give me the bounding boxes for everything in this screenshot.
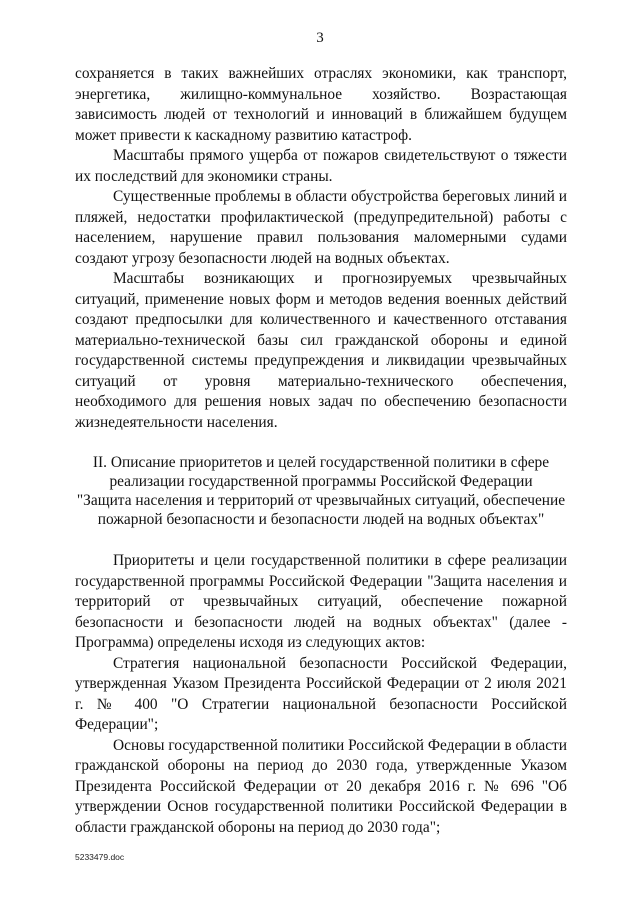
section-heading-line: "Защита населения и территорий от чрезвычайных ситуаций, обеспечение <box>76 492 566 509</box>
paragraph-emergency-scale: Масштабы возникающих и прогнозируемых чрезвычайных ситуаций, применение новых форм и методов ведения военных действий создают предпосылки для количественного и качественного отставания материально-технической базы сил гражданской обороны и единой государственной системы предупреждения и ликвидации чрезвычайных ситуаций от уровня материально-технического обеспечения, необходимого для решения новых задач по обеспечению безопасности жизнедеятельности населения. <box>75 270 567 431</box>
paragraph-national-security-strategy: Стратегия национальной безопасности Российской Федерации, утвержденная Указом Президента Российской Федерации от 2 июля 2021 г. № 400 "О Стратегии национальной безопасности Российской Федерации"; <box>75 654 567 733</box>
paragraph-priorities: Приоритеты и цели государственной политики в сфере реализации государственной программы Российской Федерации "Защита населения и территорий от чрезвычайных ситуаций, обеспечение пожарной безопасности и безопасности людей на водных объектах" (далее - Программа) определены исходя из следующих актов: <box>75 552 567 651</box>
paragraph-continuation: сохраняется в таких важнейших отраслях экономики, как транспорт, энергетика, жилищно-коммунальное хозяйство. Возрастающая зависимость людей от технологий и инноваций в ближайшем будущем может привести к каскадному развитию катастроф. <box>75 65 567 144</box>
page-number: 3 <box>316 30 324 46</box>
document-file-code: 5233479.doc <box>75 852 125 862</box>
section-heading <box>75 453 567 529</box>
paragraph-fire-damage: Масштабы прямого ущерба от пожаров свидетельствуют о тяжести их последствий для экономики страны. <box>75 147 567 185</box>
section-heading-line: пожарной безопасности и безопасности людей на водных объектах" <box>97 511 545 528</box>
section-heading-line: II. Описание приоритетов и целей государственной политики в сфере <box>92 454 550 471</box>
paragraph-civil-defense-basics: Основы государственной политики Российской Федерации в области гражданской обороны на период до 2030 года, утвержденные Указом Президента Российской Федерации от 20 декабря 2016 г. № 696 "Об утверждении Основ государственной политики Российской Федерации в области гражданской обороны на период до 2030 года"; <box>75 736 567 836</box>
section-heading-line: реализации государственной программы Российской Федерации <box>109 473 533 490</box>
paragraph-water-safety: Существенные проблемы в области обустройства береговых линий и пляжей, недостатки профилактической (предупредительной) работы с населением, нарушение правил пользования маломерными судами создают угрозу безопасности людей на водных объектах. <box>75 188 567 267</box>
document-body <box>75 64 567 838</box>
